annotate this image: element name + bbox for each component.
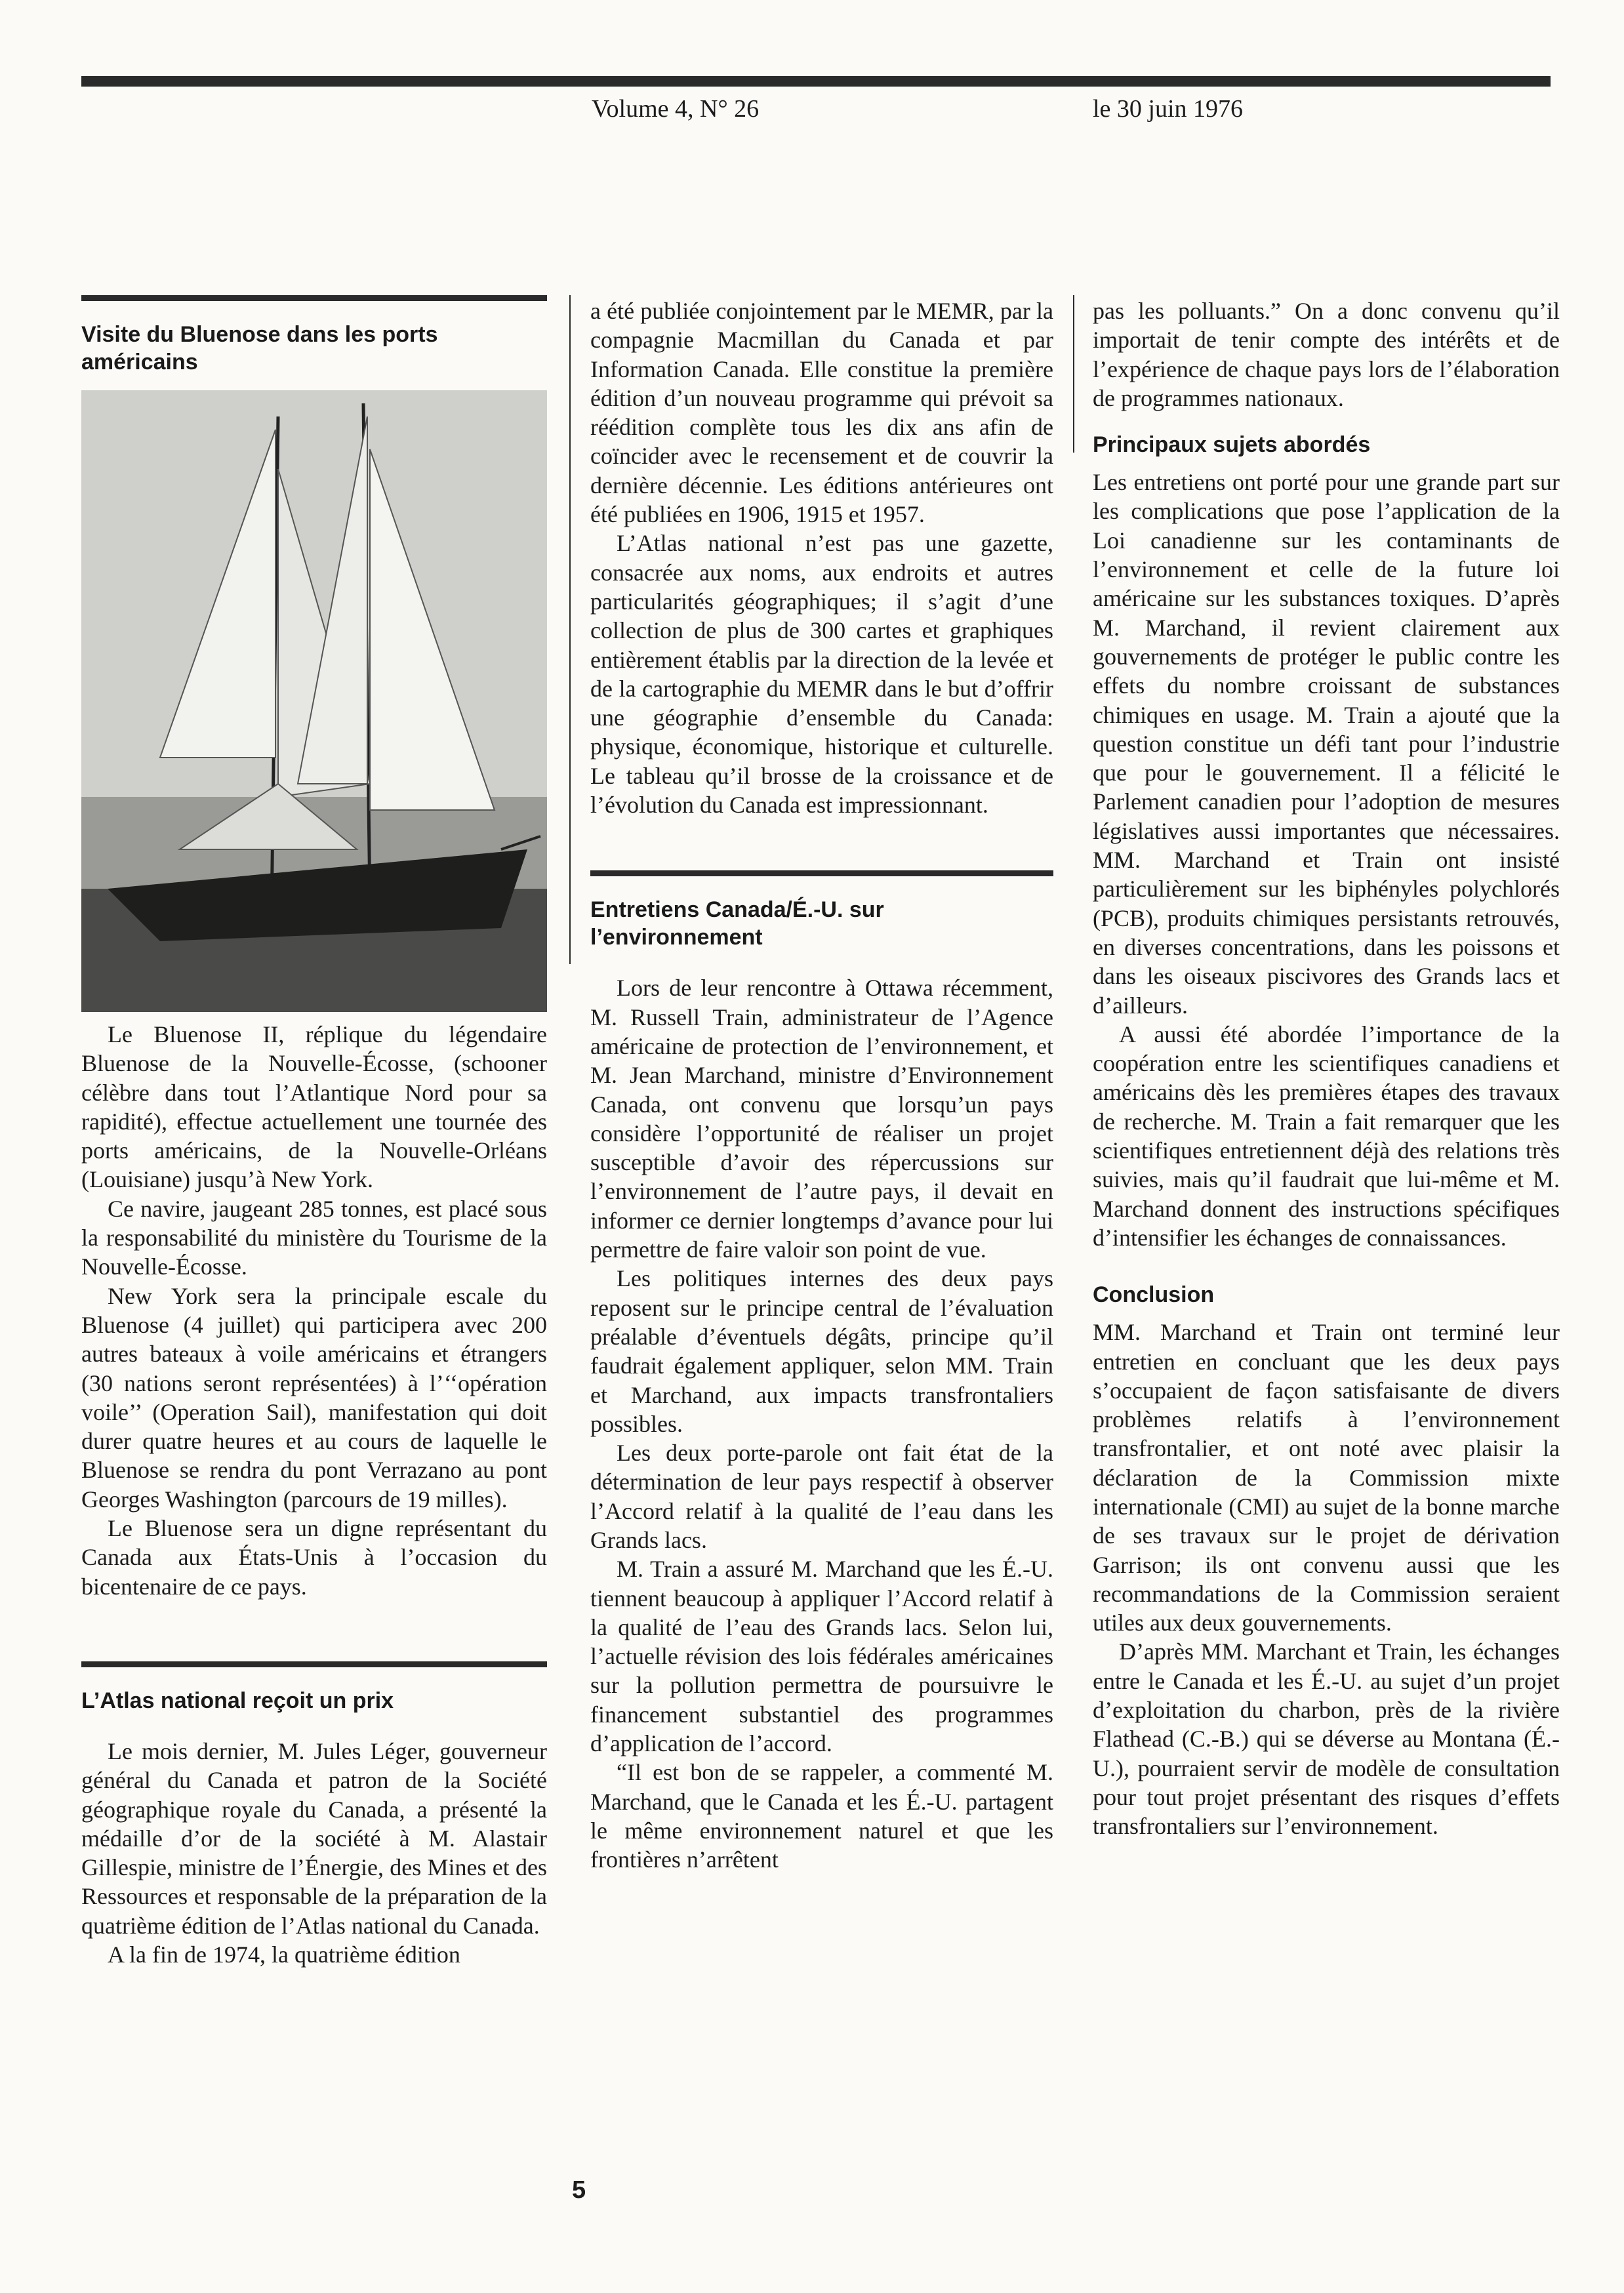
section-rule [590, 870, 1053, 876]
subhead-conclusion: Conclusion [1093, 1282, 1215, 1308]
schooner-icon [81, 390, 547, 1012]
schooner-photo [81, 390, 547, 1012]
paragraph: “Il est bon de se rappeler, a commenté M. Marchand, que le Canada et les É.-U. partagent le même environnement naturel et que les frontières n’arrêtent [590, 1759, 1053, 1873]
page-number: 5 [572, 2176, 586, 2204]
paragraph: D’après MM. Marchant et Train, les échanges entre le Canada et les É.-U. au sujet d’un projet d’exploitation du charbon, près de la rivière Flathead (C.-B.) qui se déverse au Montana (É.-U.), pourraient servir de modèle de consultation pour tout projet présentant des risques d’effets transfrontaliers sur l’environnement. [1093, 1638, 1560, 1840]
paragraph: Les entretiens ont porté pour une grande part sur les complications que pose l’application de la Loi canadienne sur les contaminants de l’environnement et celle de la future loi américaine sur les substances toxiques. D’après M. Marchand, il revient clairement aux gouvernements de protéger le public contre les effets du nombre croissant de substances chimiques en usage. M. Train a ajouté que la question constitue un défi tant pour l’industrie que pour le gouvernement. Il a félicité le Parlement canadien pour l’adoption de mesures législatives aussi importantes que nécessaires. MM. Marchand et Train ont insisté particulièrement sur les biphényles polychlorés (PCB), produits chimiques persistants retrouvés, en diverses concentrations, dans les poissons et dans les oiseaux piscivores des Grands lacs et d’ailleurs. [1093, 469, 1560, 1019]
article-title-atlas: L’Atlas national reçoit un prix [81, 1688, 394, 1713]
paragraph: Le mois dernier, M. Jules Léger, gouverneur général du Canada et patron de la Société géographique royale du Canada, a présenté la médaille d’or de la société à M. Alastair Gillespie, ministre de l’Énergie, des Mines et des Ressources et responsable de la préparation de la quatrième édition de l’Atlas national du Canada. [81, 1737, 547, 1939]
issue-date: le 30 juin 1976 [1093, 95, 1244, 123]
atlas-body [81, 1737, 547, 1969]
paragraph: New York sera la principale escale du Bluenose (4 juillet) qui participera avec 200 autres bateaux à voile américains et étrangers (30 nations seront représentées) à l’‘‘opération voile’’ (Operation Sail), manifestation qui doit durer quatre heures et au cours de laquelle le Bluenose se rendra du pont Verrazano au pont Georges Washington (parcours de 19 milles). [81, 1282, 547, 1512]
paragraph: L’Atlas national n’est pas une gazette, consacrée aux noms, aux endroits et autres particularités géographiques; il s’agit d’une collection de plus de 300 cartes et graphiques entièrement établis par la direction de la levée et de la cartographie du MEMR dans le but d’offrir une géographie d’ensemble du Canada: physique, économique, historique et culturelle. Le tableau qu’il brosse de la croissance et de l’évolution du Canada est impressionnant. [590, 530, 1053, 819]
subhead-sujets: Principaux sujets abordés [1093, 432, 1371, 458]
article-title-bluenose: Visite du Bluenose dans les ports américains [81, 322, 438, 375]
section-rule [81, 1661, 547, 1667]
sujets-body [1093, 468, 1560, 1252]
paragraph: a été publiée conjointement par le MEMR, par la compagnie Macmillan du Canada et par Information Canada. Elle constitue la première édition d’un nouveau programme qui prévoit sa réédition complète tous les dix ans afin de coïncider avec le recensement et de couvrir la dernière décennie. Les éditions antérieures ont été publiées en 1906, 1915 et 1957. [590, 298, 1053, 528]
column-3 [1093, 296, 1560, 1841]
environment-body [590, 973, 1053, 1874]
paragraph: Les deux porte-parole ont fait état de la détermination de leur pays respectif à observer l’Accord relatif à la qualité de l’eau dans les Grands lacs. [590, 1440, 1053, 1553]
article-title-environment: Entretiens Canada/É.-U. sur l’environnement [590, 897, 884, 950]
paragraph: M. Train a assuré M. Marchand que les É.-U. tiennent beaucoup à appliquer l’Accord relatif à la qualité de l’eau des Grands lacs. Selon lui, l’actuelle révision des lois fédérales américaines sur la pollution permettra de poursuivre le financement substantiel des programmes d’application de l’accord. [590, 1556, 1053, 1757]
paragraph: Les politiques internes des deux pays reposent sur le principe central de l’évaluation préalable d’éventuels dégâts, principe qu’il faudrait également appliquer, selon MM. Train et Marchand, aux impacts transfrontaliers possibles. [590, 1265, 1053, 1437]
section-rule [81, 295, 547, 301]
bluenose-body [81, 1020, 547, 1601]
conclusion-body [1093, 1318, 1560, 1840]
paragraph: A la fin de 1974, la quatrième édition [108, 1941, 460, 1968]
top-rule [81, 76, 1551, 87]
volume-number: Volume 4, N° 26 [592, 95, 760, 123]
paragraph: Ce navire, jaugeant 285 tonnes, est placé sous la responsabilité du ministère du Tourisme de la Nouvelle-Écosse. [81, 1195, 547, 1280]
paragraph: MM. Marchand et Train ont terminé leur entretien en concluant que les deux pays s’occupaient de façon satisfaisante de divers problèmes relatifs à l’environnement transfrontalier, et ont noté avec plaisir la déclaration de la Commission mixte internationale (CMI) au sujet de la bonne marche de ses travaux sur le projet de dérivation Garrison; ils ont convenu aussi que les recommandations de la Commission seraient utiles aux deux gouvernements. [1093, 1319, 1560, 1636]
paragraph: Le Bluenose II, réplique du légendaire Bluenose de la Nouvelle-Écosse, (schooner célèbre dans tout l’Atlantique Nord pour sa rapidité), effectue actuellement une tournée des ports américains, de la Nouvelle-Orléans (Louisiane) jusqu’à New York. [81, 1021, 547, 1193]
paragraph: A aussi été abordée l’importance de la coopération entre les scientifiques canadiens et américains dès les premières étapes des travaux de recherche. M. Train a fait remarquer que les scientifiques entretiennent déjà des relations très suivies, mais qu’il faudrait que lui-même et M. Marchand donnent des instructions spécifiques d’intensifier les échanges de connaissances. [1093, 1021, 1560, 1251]
paragraph: Lors de leur rencontre à Ottawa récemment, M. Russell Train, administrateur de l’Agence américaine de protection de l’environnement, et M. Jean Marchand, ministre d’Environnement Canada, ont convenu que lorsqu’un pays considère l’opportunité de réaliser un projet susceptible d’avoir des répercussions sur l’environnement de l’autre pays, il devait en informer ce dernier longtemps d’avance pour lui permettre de faire valoir son point de vue. [590, 975, 1053, 1263]
column-2 [590, 296, 1053, 1875]
environment-continued [1093, 296, 1560, 413]
column-1 [81, 295, 547, 1969]
column-divider [569, 295, 571, 964]
atlas-continued [590, 296, 1053, 819]
paragraph: pas les polluants.” On a donc convenu qu’il importait de tenir compte des intérêts et de l’expérience de chaque pays lors de l’élaboration de programmes nationaux. [1093, 298, 1560, 411]
column-divider [1073, 295, 1074, 453]
paragraph: Le Bluenose sera un digne représentant du Canada aux États-Unis à l’occasion du bicentenaire de ce pays. [81, 1515, 547, 1600]
